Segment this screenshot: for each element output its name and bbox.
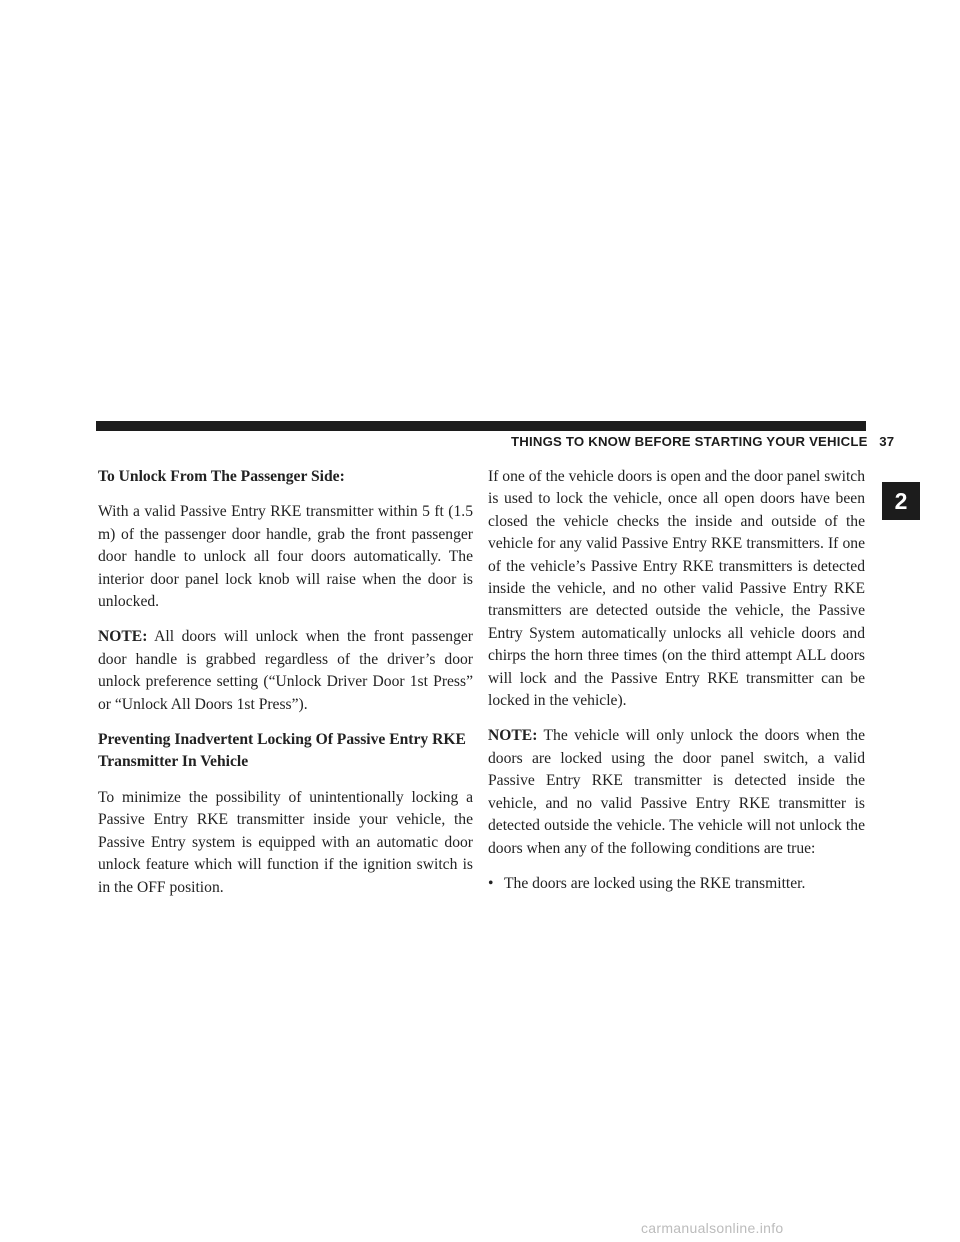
note-label: NOTE: bbox=[488, 727, 538, 745]
running-title: THINGS TO KNOW BEFORE STARTING YOUR VEHICLE bbox=[511, 434, 868, 449]
list-item-text: The doors are locked using the RKE transmitter. bbox=[504, 874, 806, 892]
paragraph-preventing-locking: To minimize the possibility of unintentionally locking a Passive Entry RKE transmitter inside your vehicle, the Passive Entry system is equipped with an automatic door unlock feature which will function if the ignition switch is in the OFF position. bbox=[98, 788, 473, 896]
note-text: All doors will unlock when the front passenger door handle is grabbed regardless of the driver’s door unlock preference setting (“Unlock Driver Door 1st Press” or “Unlock All Doors 1st Press”). bbox=[98, 628, 473, 713]
page-number: 37 bbox=[879, 434, 895, 449]
header-rule bbox=[96, 421, 866, 431]
paragraph-unlock-passenger: With a valid Passive Entry RKE transmitter within 5 ft (1.5 m) of the passenger door handle, grab the front passenger door handle to unlock all four doors automatically. The interior door panel lock knob will raise when the door is unlocked. bbox=[98, 503, 473, 611]
list-item bbox=[488, 873, 865, 895]
section-heading-preventing-locking: Preventing Inadvertent Locking Of Passive Entry RKE Transmitter In Vehicle bbox=[98, 731, 466, 771]
left-column bbox=[98, 466, 473, 912]
note-text: The vehicle will only unlock the doors when the doors are locked using the door panel switch, a valid Passive Entry RKE transmitter is detected inside the vehicle, and no valid Passive Entry RKE transmitter is detected outside the vehicle. The vehicle will not unlock the doors when any of the following conditions are true: bbox=[488, 727, 866, 857]
chapter-tab: 2 bbox=[882, 482, 920, 520]
running-header bbox=[511, 434, 895, 449]
note-paragraph-2 bbox=[488, 725, 865, 859]
paragraph-door-open-lock: If one of the vehicle doors is open and the door panel switch is used to lock the vehicle, once all open doors have been closed the vehicle checks the inside and outside of the vehicle for any valid Passive Entry RKE transmitters. If one of the vehicle’s Passive Entry RKE transmitters is detected inside the vehicle, and no other valid Passive Entry RKE transmitters are detected outside the vehicle, the Passive Entry System automatically unlocks all vehicle doors and chirps the horn three times (on the third attempt ALL doors will lock and the Passive Entry RKE transmitter can be locked in the vehicle). bbox=[488, 468, 865, 710]
watermark: carmanualsonline.info bbox=[641, 1220, 784, 1236]
note-label: NOTE: bbox=[98, 628, 148, 646]
bullet-icon: • bbox=[488, 874, 494, 892]
section-heading-unlock-passenger: To Unlock From The Passenger Side: bbox=[98, 468, 345, 485]
right-column bbox=[488, 466, 865, 895]
note-paragraph-1 bbox=[98, 626, 473, 716]
